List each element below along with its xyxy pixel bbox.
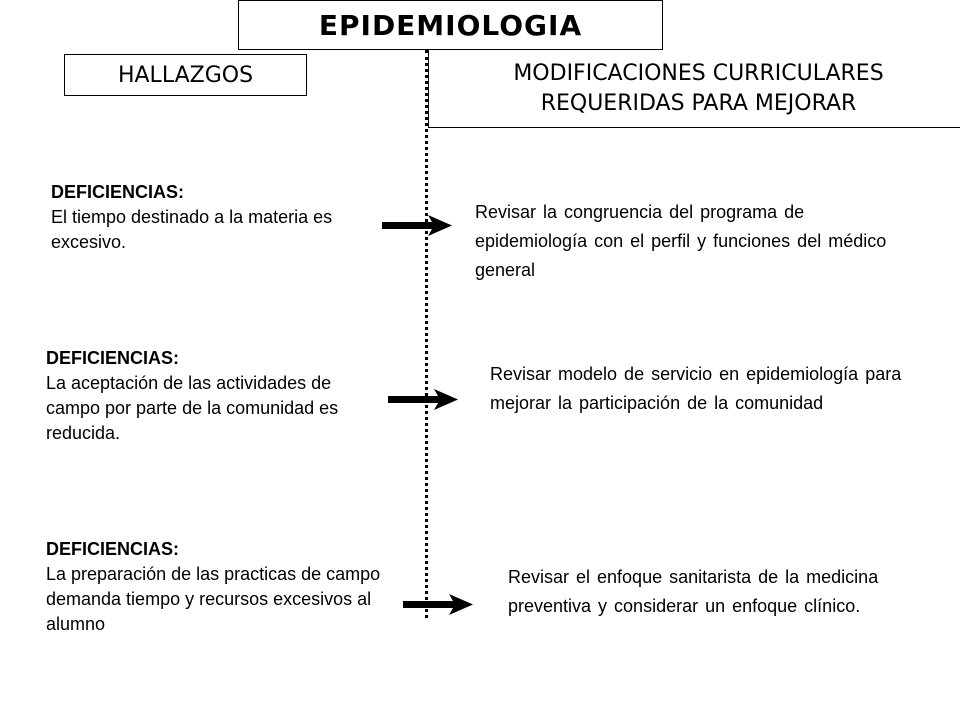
- modificaciones-header: [428, 50, 960, 128]
- page-title: EPIDEMIOLOGIA: [318, 8, 583, 42]
- finding-heading: DEFICIENCIAS:: [46, 348, 180, 368]
- right-arrow-icon: [403, 592, 473, 616]
- finding-text: La aceptación de las actividades de campo por parte de la comunidad es reducida.: [46, 373, 339, 443]
- action-text: Revisar la congruencia del programa de epidemiología con el perfil y funciones del médico general: [475, 202, 887, 280]
- finding-text: El tiempo destinado a la materia es excesivo.: [51, 207, 333, 252]
- finding-heading: DEFICIENCIAS:: [51, 182, 185, 202]
- modificaciones-label-line2: REQUERIDAS PARA MEJORAR: [540, 90, 857, 116]
- finding-text: La preparación de las practicas de campo demanda tiempo y recursos excesivos al alumno: [46, 564, 381, 634]
- finding-heading: DEFICIENCIAS:: [46, 539, 180, 559]
- hallazgos-header: [64, 54, 307, 96]
- modificaciones-label-line1: MODIFICACIONES CURRICULARES: [513, 60, 884, 86]
- hallazgos-label: HALLAZGOS: [117, 62, 254, 88]
- finding-item: [46, 537, 386, 637]
- finding-item: [51, 180, 351, 255]
- action-text: Revisar modelo de servicio en epidemiología para mejorar la participación de la comunidad: [490, 364, 902, 413]
- column-divider: [425, 50, 428, 618]
- title-box: [238, 0, 663, 50]
- action-text: Revisar el enfoque sanitarista de la medicina preventiva y considerar un enfoque clínico.: [508, 567, 879, 616]
- finding-item: [46, 346, 386, 446]
- right-arrow-icon: [388, 387, 458, 411]
- right-arrow-icon: [382, 213, 452, 237]
